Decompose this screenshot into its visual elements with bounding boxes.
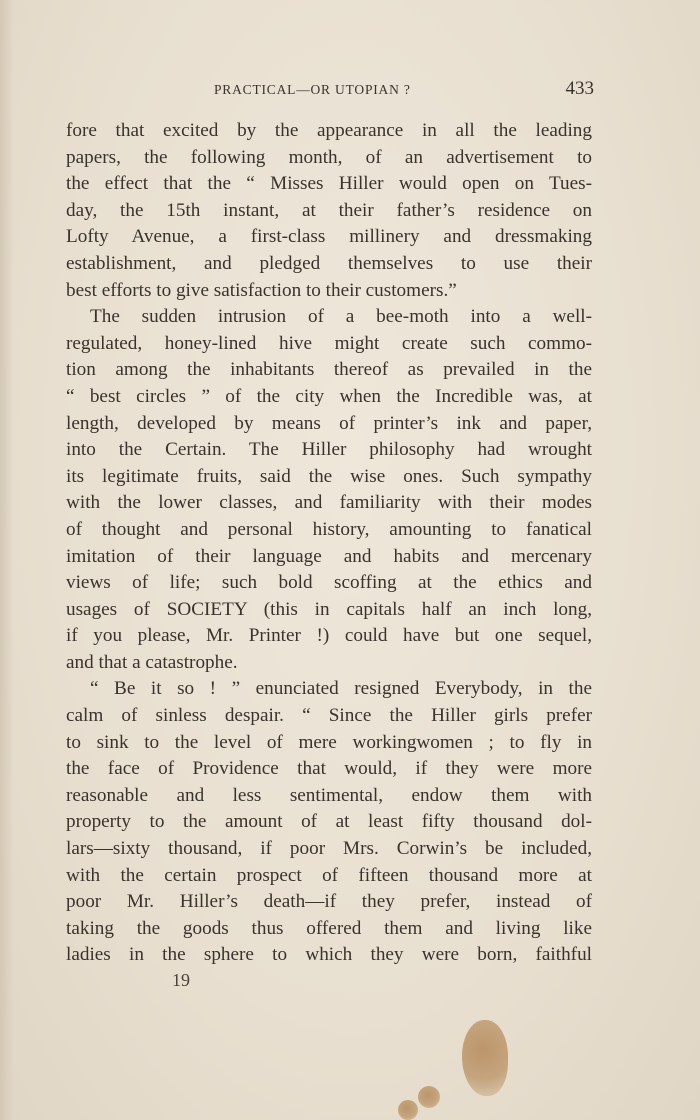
stain-blot <box>462 1020 508 1096</box>
page-number: 433 <box>565 78 594 99</box>
stain-blot <box>398 1100 418 1120</box>
text-line: if you please, Mr. Printer !) could have but one sequel, <box>66 625 592 647</box>
text-line: to sink to the level of mere workingwomen ; to fly in <box>66 731 592 753</box>
text-line: the effect that the “ Misses Hiller would open on Tues- <box>66 173 592 195</box>
text-line: calm of sinless despair. “ Since the Hiller girls prefer <box>66 705 592 727</box>
text-line: views of life; such bold scoffing at the ethics and <box>66 572 592 594</box>
running-head <box>66 78 594 106</box>
text-line: its legitimate fruits, said the wise ones. Such sympathy <box>66 465 592 487</box>
text-line: best efforts to give satisfaction to their customers.” <box>66 279 457 301</box>
text-line: usages of SOCIETY (this in capitals half an inch long, <box>66 598 592 620</box>
text-line: establishment, and pledged themselves to use their <box>66 252 592 274</box>
text-line: into the Certain. The Hiller philosophy had wrought <box>66 439 592 461</box>
text-line: reasonable and less sentimental, endow them with <box>66 784 592 806</box>
text-line: length, developed by means of printer’s ink and paper, <box>66 412 592 434</box>
text-line: with the lower classes, and familiarity with their modes <box>66 492 592 514</box>
text-line: lars—sixty thousand, if poor Mrs. Corwin’s be included, <box>66 838 592 860</box>
text-line: papers, the following month, of an advertisement to <box>66 146 592 168</box>
text-line: “ Be it so ! ” enunciated resigned Everybody, in the <box>90 678 592 700</box>
text-line: poor Mr. Hiller’s death—if they prefer, instead of <box>66 891 592 913</box>
text-line: and that a catastrophe. <box>66 651 238 673</box>
signature-mark: 19 <box>172 970 190 990</box>
text-line: The sudden intrusion of a bee-moth into a well- <box>90 306 592 328</box>
text-line: imitation of their language and habits and mercenary <box>66 545 592 567</box>
stain-blot <box>418 1086 440 1108</box>
text-line: the face of Providence that would, if they were more <box>66 758 592 780</box>
running-head-title: PRACTICAL—OR UTOPIAN ? <box>214 82 411 97</box>
text-line: taking the goods thus offered them and living like <box>66 917 592 939</box>
text-line: day, the 15th instant, at their father’s residence on <box>66 199 592 221</box>
text-line: Lofty Avenue, a first-class millinery and dressmaking <box>66 226 592 248</box>
text-line: “ best circles ” of the city when the Incredible was, at <box>66 385 592 407</box>
text-line: property to the amount of at least fifty thousand dol- <box>66 811 592 833</box>
gutter-shadow <box>0 0 14 1120</box>
text-line: of thought and personal history, amounting to fanatical <box>66 518 592 540</box>
text-line: fore that excited by the appearance in all the leading <box>66 120 592 141</box>
text-line: with the certain prospect of fifteen thousand more at <box>66 864 592 886</box>
text-line: tion among the inhabitants thereof as prevailed in the <box>66 359 592 381</box>
text-line: ladies in the sphere to which they were born, faithful <box>66 944 592 966</box>
text-line: regulated, honey-lined hive might create such commo- <box>66 332 592 354</box>
body-text <box>66 118 592 969</box>
